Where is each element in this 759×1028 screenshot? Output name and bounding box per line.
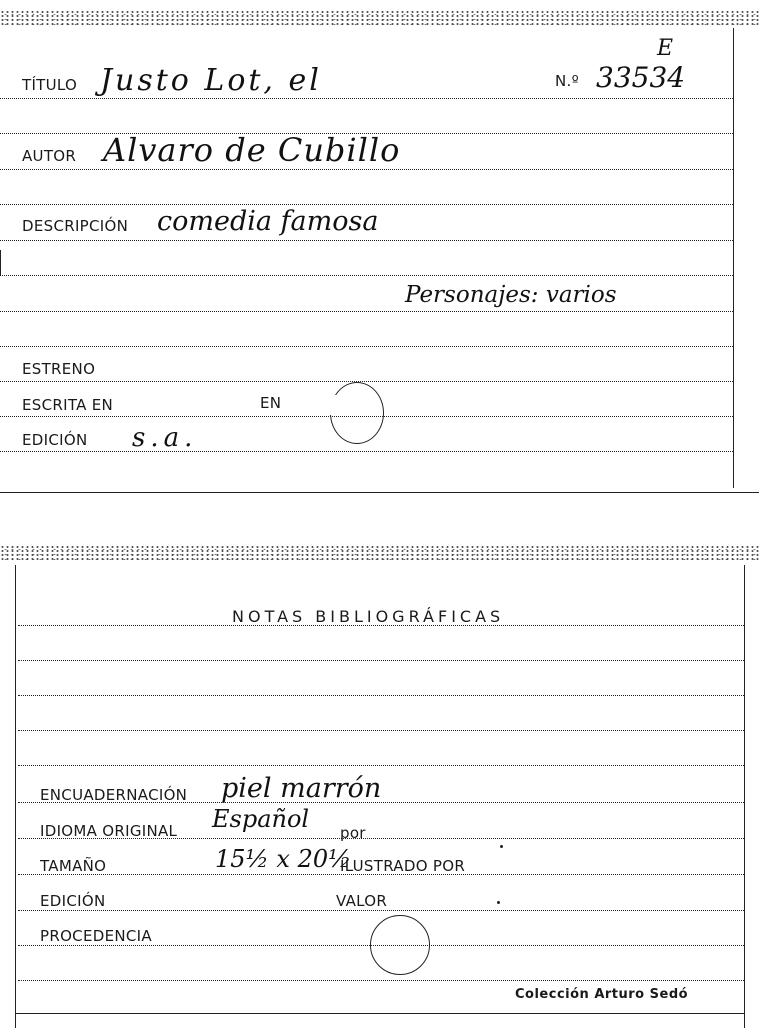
- card-right-edge: [733, 28, 734, 488]
- card-top-edge: [0, 10, 759, 26]
- rule-line: [0, 98, 733, 99]
- autor-label: AUTOR: [22, 147, 77, 165]
- rule-line: [18, 625, 744, 626]
- rule-line: [18, 765, 744, 766]
- card-left-edge: [15, 565, 16, 1028]
- encuadernacion-label: ENCUADERNACIÓN: [40, 786, 188, 804]
- card-right-edge: [744, 565, 745, 1028]
- card-left-tick: [0, 250, 1, 275]
- rule-line: [18, 910, 744, 911]
- card-bottom-edge: [15, 1013, 745, 1014]
- rule-line: [18, 730, 744, 731]
- catalog-card-front: [0, 0, 759, 495]
- procedencia-label: PROCEDENCIA: [40, 927, 152, 945]
- rule-line: [0, 346, 733, 347]
- card-top-edge: [0, 545, 759, 561]
- ink-dot: [500, 845, 503, 848]
- catalog-card-back: [0, 545, 759, 1028]
- notas-heading: NOTAS BIBLIOGRÁFICAS: [232, 607, 505, 626]
- stamp-circle: [370, 915, 430, 975]
- rule-line: [0, 311, 733, 312]
- edicion-value: s.a.: [132, 423, 198, 453]
- idioma-value: Español: [212, 805, 310, 833]
- rule-line: [0, 204, 733, 205]
- estreno-label: ESTRENO: [22, 360, 96, 378]
- titulo-label: TÍTULO: [22, 76, 78, 94]
- rule-line: [18, 980, 744, 981]
- rule-line: [0, 451, 733, 452]
- autor-value: Alvaro de Cubillo: [103, 131, 401, 169]
- encuadernacion-value: piel marrón: [221, 773, 382, 804]
- numero-value: 33534: [596, 61, 686, 94]
- en-label: EN: [260, 394, 282, 412]
- descripcion-label: DESCRIPCIÓN: [22, 217, 129, 235]
- titulo-value: Justo Lot, el: [100, 63, 322, 98]
- numero-label: N.º: [555, 72, 579, 90]
- stamp-gap: [326, 395, 340, 415]
- edicion-back-label: EDICIÓN: [40, 892, 106, 910]
- edicion-label: EDICIÓN: [22, 431, 88, 449]
- tamano-label: TAMAÑO: [40, 857, 107, 875]
- rule-line: [0, 169, 733, 170]
- idioma-label: IDIOMA ORIGINAL: [40, 822, 178, 840]
- corner-mark: E: [657, 36, 674, 61]
- ink-dot: [497, 901, 500, 904]
- ilustrado-label: ILUSTRADO POR: [340, 857, 466, 875]
- rule-line: [18, 660, 744, 661]
- card-bottom-edge: [0, 492, 759, 493]
- valor-label: VALOR: [336, 892, 388, 910]
- rule-line: [0, 275, 733, 276]
- tamano-value: 15½ x 20½: [215, 845, 352, 873]
- personajes-value: Personajes: varios: [405, 282, 617, 308]
- escrita-en-label: ESCRITA EN: [22, 396, 114, 414]
- rule-line: [0, 240, 733, 241]
- collection-footer: Colección Arturo Sedó: [515, 987, 689, 1002]
- rule-line: [18, 695, 744, 696]
- por-label: por: [340, 824, 366, 842]
- descripcion-value: comedia famosa: [157, 206, 379, 237]
- rule-line: [0, 381, 733, 382]
